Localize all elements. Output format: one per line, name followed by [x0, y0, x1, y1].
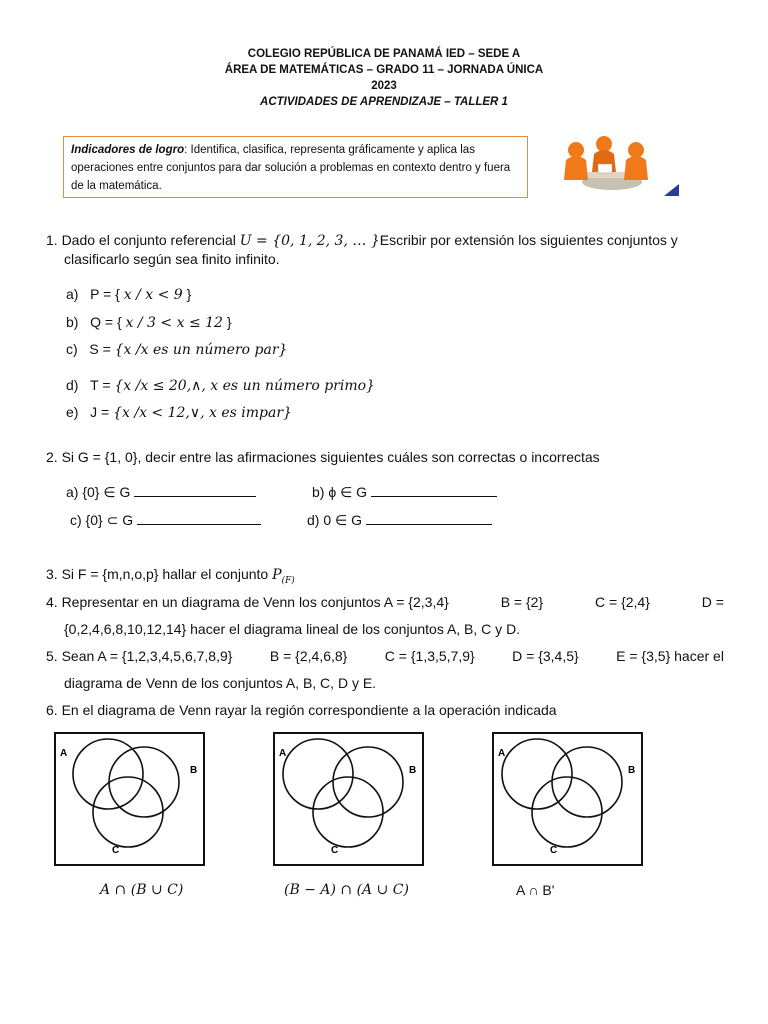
- item-set-name: Q = {: [90, 314, 126, 330]
- q1-suffix: Escribir por extensión los siguientes conjuntos y: [379, 232, 678, 248]
- q1-item-a: [66, 285, 191, 304]
- q2-statement-b: [312, 483, 497, 501]
- set-label-c: C: [550, 845, 558, 856]
- answer-blank[interactable]: [137, 512, 261, 525]
- item-set-rule: x / x < 9: [123, 287, 183, 303]
- question-1: [46, 231, 724, 268]
- set-label-a: A: [279, 748, 287, 759]
- statement-text: d) 0 ∈ G: [307, 512, 362, 528]
- item-set-name: T =: [90, 377, 115, 393]
- item-set-rule: {x /x < 12,∨, x es impar}: [113, 405, 292, 421]
- area-grade: ÁREA DE MATEMÁTICAS – GRADO 11 – JORNADA ÚNICA: [224, 64, 544, 76]
- q2-statement-d: [307, 511, 492, 529]
- team-meeting-clipart: [554, 132, 679, 198]
- q4-line1: [46, 593, 724, 611]
- venn-operation-3: A ∩ B': [516, 882, 555, 898]
- set-label-b: B: [190, 765, 198, 776]
- statement-text: c) {0} ⊂ G: [70, 512, 134, 528]
- indicator-label: Indicadores de logro: [71, 144, 185, 156]
- question-4: [46, 593, 724, 638]
- q5-set-b: B = {2,4,6,8}: [269, 648, 348, 664]
- answer-blank[interactable]: [371, 484, 497, 497]
- set-label-b: B: [628, 765, 636, 776]
- statement-text: b) ϕ ∈ G: [312, 484, 368, 500]
- q3-power-set: P: [272, 567, 282, 583]
- q5-set-a: 5. Sean A = {1,2,3,4,5,6,7,8,9}: [46, 648, 233, 664]
- q1-universe-set: U = {0, 1, 2, 3, … }: [239, 233, 380, 249]
- q5-set-c: C = {1,3,5,7,9}: [384, 648, 475, 664]
- school-name: COLEGIO REPÚBLICA DE PANAMÁ IED – SEDE A: [247, 48, 521, 60]
- item-set-name: S =: [89, 341, 115, 357]
- question-6: 6. En el diagrama de Venn rayar la región correspondiente a la operación indicada: [46, 702, 557, 718]
- set-label-c: C: [112, 845, 120, 856]
- q1-item-d: [66, 376, 375, 395]
- item-label: e): [66, 404, 79, 420]
- q4-line2: {0,2,4,6,8,10,12,14} hacer el diagrama lineal de los conjuntos A, B, C y D.: [64, 621, 521, 637]
- q4-set-d: D =: [701, 594, 724, 610]
- item-set-name: P = {: [90, 286, 124, 302]
- item-set-rule: {x /x ≤ 20,∧, x es un número primo}: [114, 378, 375, 394]
- q2-statement-a: [66, 483, 256, 501]
- item-label: b): [66, 314, 79, 330]
- venn-diagram-2[interactable]: [273, 732, 424, 866]
- venn-diagram-1[interactable]: [54, 732, 205, 866]
- statement-text: a) {0} ∈ G: [66, 484, 131, 500]
- document-header: [0, 46, 768, 110]
- venn-operation-1: A ∩ (B ∪ C): [100, 882, 184, 898]
- q5-line1: [46, 647, 724, 665]
- year: 2023: [371, 80, 397, 92]
- venn-operation-2: (B − A) ∩ (A ∪ C): [284, 882, 409, 898]
- q1-line2: clasificarlo según sea finito infinito.: [64, 251, 280, 267]
- item-set-rule: {x /x es un número par}: [114, 342, 288, 358]
- indicator-text: : Identifica, clasifica, representa gráficamente y aplica las operaciones entre conjuntos para dar solución a problemas en contexto dentro y fuera de la matemática.: [71, 144, 511, 192]
- item-label: c): [66, 341, 78, 357]
- set-label-a: A: [60, 748, 68, 759]
- question-3: [46, 565, 295, 590]
- q3-text: 3. Si F = {m,n,o,p} hallar el conjunto: [46, 566, 273, 582]
- item-close: }: [222, 314, 232, 330]
- q1-prefix: 1. Dado el conjunto referencial: [46, 232, 240, 248]
- q4-set-b: B = {2}: [500, 594, 544, 610]
- q2-statement-c: [70, 511, 261, 529]
- q5-line2: diagrama de Venn de los conjuntos A, B, C, D y E.: [64, 675, 377, 691]
- achievement-indicators-box: [63, 136, 528, 198]
- answer-blank[interactable]: [134, 484, 256, 497]
- item-label: d): [66, 377, 79, 393]
- item-label: a): [66, 286, 79, 302]
- item-set-name: J =: [90, 404, 114, 420]
- workshop-title: ACTIVIDADES DE APRENDIZAJE – TALLER 1: [260, 96, 508, 108]
- q5-set-e: E = {3,5} hacer el: [616, 648, 724, 664]
- set-label-b: B: [409, 765, 417, 776]
- set-label-c: C: [331, 845, 339, 856]
- q5-set-d: D = {3,4,5}: [512, 648, 579, 664]
- q1-item-b: [66, 313, 232, 332]
- item-close: }: [182, 286, 192, 302]
- question-2: 2. Si G = {1, 0}, decir entre las afirmaciones siguientes cuáles son correctas o incorrectas: [46, 449, 600, 465]
- venn-diagram-3[interactable]: [492, 732, 643, 866]
- q1-item-c: [66, 340, 287, 359]
- q4-set-c: C = {2,4}: [595, 594, 650, 610]
- q4-set-a: 4. Representar en un diagrama de Venn los conjuntos A = {2,3,4}: [46, 594, 449, 610]
- question-5: [46, 647, 724, 692]
- item-set-rule: x / 3 < x ≤ 12: [125, 315, 223, 331]
- q1-item-e: [66, 403, 292, 422]
- set-label-a: A: [498, 748, 506, 759]
- q3-subscript: (F): [281, 575, 295, 586]
- answer-blank[interactable]: [366, 512, 492, 525]
